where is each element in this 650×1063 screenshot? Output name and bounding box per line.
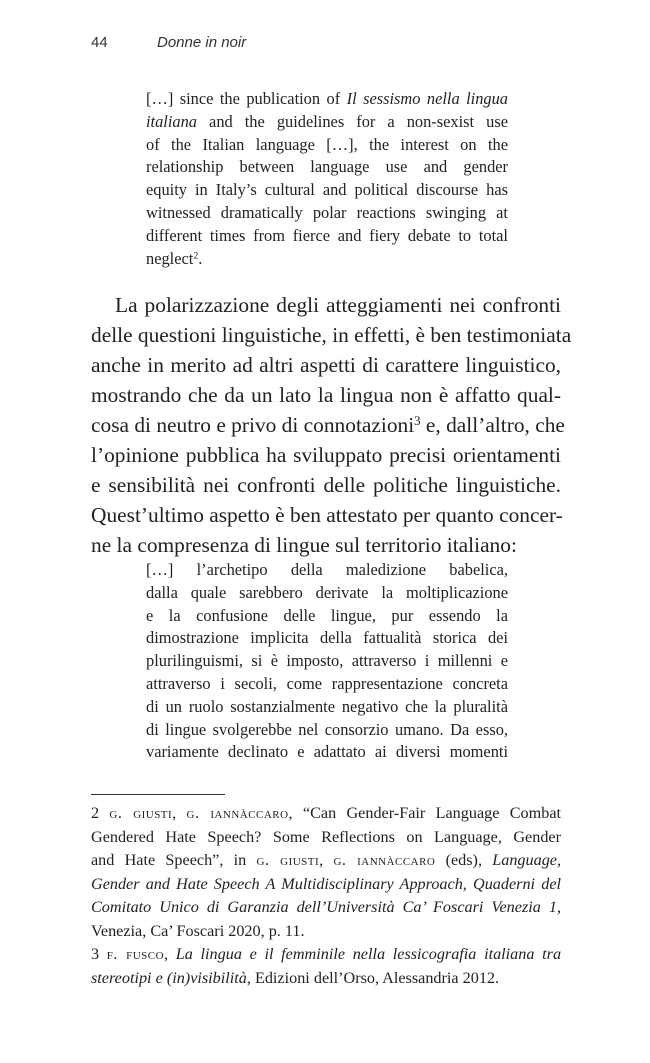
quote-line: relationship between language use and gender (146, 157, 508, 177)
author-name: g. iannàccaro (186, 804, 289, 822)
quote-line: dimostrazione implicita della fattualità storica dei (146, 628, 508, 648)
quote-line: variamente declinato e adattato ai diversi momenti (146, 742, 508, 762)
author-name: g. iannàccaro (333, 851, 436, 869)
body-line: cosa di neutro e privo di connotazioni$^3$ e, dall’altro, che (91, 413, 565, 437)
body-line: ne la compresenza di lingue sul territorio italiano: (91, 533, 517, 557)
quote-line: plurilinguismi, si è imposto, attraverso i millenni e (146, 651, 508, 671)
author-name: g. giusti (256, 851, 320, 869)
cited-title: Gender and Hate Speech A Multidisciplinary Approach, Quaderni del (91, 874, 561, 893)
quote-line: equity in Italy’s cultural and political discourse has (146, 180, 508, 200)
footnote-separator (91, 794, 225, 795)
footnote-ref-2[interactable]: 2 (193, 250, 199, 262)
cited-title: Comitato Unico di Garanzia dell’Università Ca’ Foscari Venezia 1 (91, 898, 557, 916)
body-line: delle questioni linguistiche, in effetti, è ben testimoniata (91, 323, 572, 347)
footnote-2-line: Gendered Hate Speech? Some Reflections on Language, Gender (91, 827, 561, 846)
body-line: La polarizzazione degli atteggiamenti nei confronti (115, 293, 561, 317)
footnote-2-line: 2 g. giusti, g. iannàccaro, “Can Gender-Fair Language Combat (91, 804, 561, 822)
author-name: g. giusti (109, 804, 173, 822)
quote-line: dalla quale sarebbero derivate la moltiplicazione (146, 582, 508, 602)
footnote-2-line: Comitato Unico di Garanzia dell’Università Ca’ Foscari Venezia 1, (91, 898, 561, 916)
footnote-2-line (91, 873, 561, 897)
quote-line: e la confusione delle lingue, pur essendo la (146, 605, 508, 625)
footnote-3-line: stereotipi e (in)visibilità, Edizioni dell’Orso, Alessandria 2012. (91, 968, 500, 987)
quote-line: attraverso i secoli, come rappresentazione concreta (146, 673, 508, 693)
running-header (91, 34, 246, 51)
cited-title: italiana (146, 111, 197, 131)
body-line: mostrando che da un lato la lingua non è affatto qual- (91, 383, 561, 407)
quote-line: of the Italian language […], the interest on the (146, 134, 508, 154)
body-line: l’opinione pubblica ha sviluppato precisi orientamenti (91, 443, 561, 467)
block-quote-english (146, 88, 508, 270)
page-number: 44 (91, 34, 108, 51)
body-line: e sensibilità nei confronti delle politiche linguistiche. (91, 473, 561, 497)
body-line: Quest’ultimo aspetto è ben attestato per quanto concer- (91, 503, 563, 527)
cited-title: Il sessismo nella lingua (346, 89, 508, 108)
cited-title: La lingua e il femminile nella lessicografia italiana tra (175, 945, 562, 963)
cited-title: stereotipi e (in)visibilità (91, 968, 247, 987)
quote-line: […] l’archetipo della maledizione babelica, (146, 560, 508, 579)
quote-line: di lingue svolgerebbe nel consorzio umano. Da esso, (146, 719, 508, 739)
quote-line: different times from fierce and fiery debate to total (146, 225, 508, 245)
quote-line: […] since the publication of Il sessismo nella lingua (146, 89, 508, 108)
block-quote-italian (146, 559, 508, 764)
footnote-ref-3[interactable]: 3 (414, 413, 421, 428)
author-name: f. fusco (106, 945, 165, 963)
body-paragraph (91, 290, 572, 560)
footnote-2-line: and Hate Speech”, in g. giusti, g. iannàccaro (eds), Language, (91, 851, 562, 869)
quote-line: di un ruolo sostanzialmente negativo che la pluralità (146, 696, 508, 716)
footnote-2-line: Venezia, Ca’ Foscari 2020, p. 11. (91, 921, 305, 940)
quote-line: neglect$^2$. (146, 248, 203, 268)
quote-line: witnessed dramatically polar reactions swinging at (146, 202, 508, 222)
footnote-3-line: 3 f. fusco, La lingua e il femminile nella lessicografia italiana tra (91, 945, 562, 963)
body-line: anche in merito ad altri aspetti di carattere linguistico, (91, 353, 561, 377)
footnotes (91, 802, 561, 990)
quote-line: italiana and the guidelines for a non-sexist use (146, 111, 508, 131)
running-title: Donne in noir (157, 34, 247, 51)
